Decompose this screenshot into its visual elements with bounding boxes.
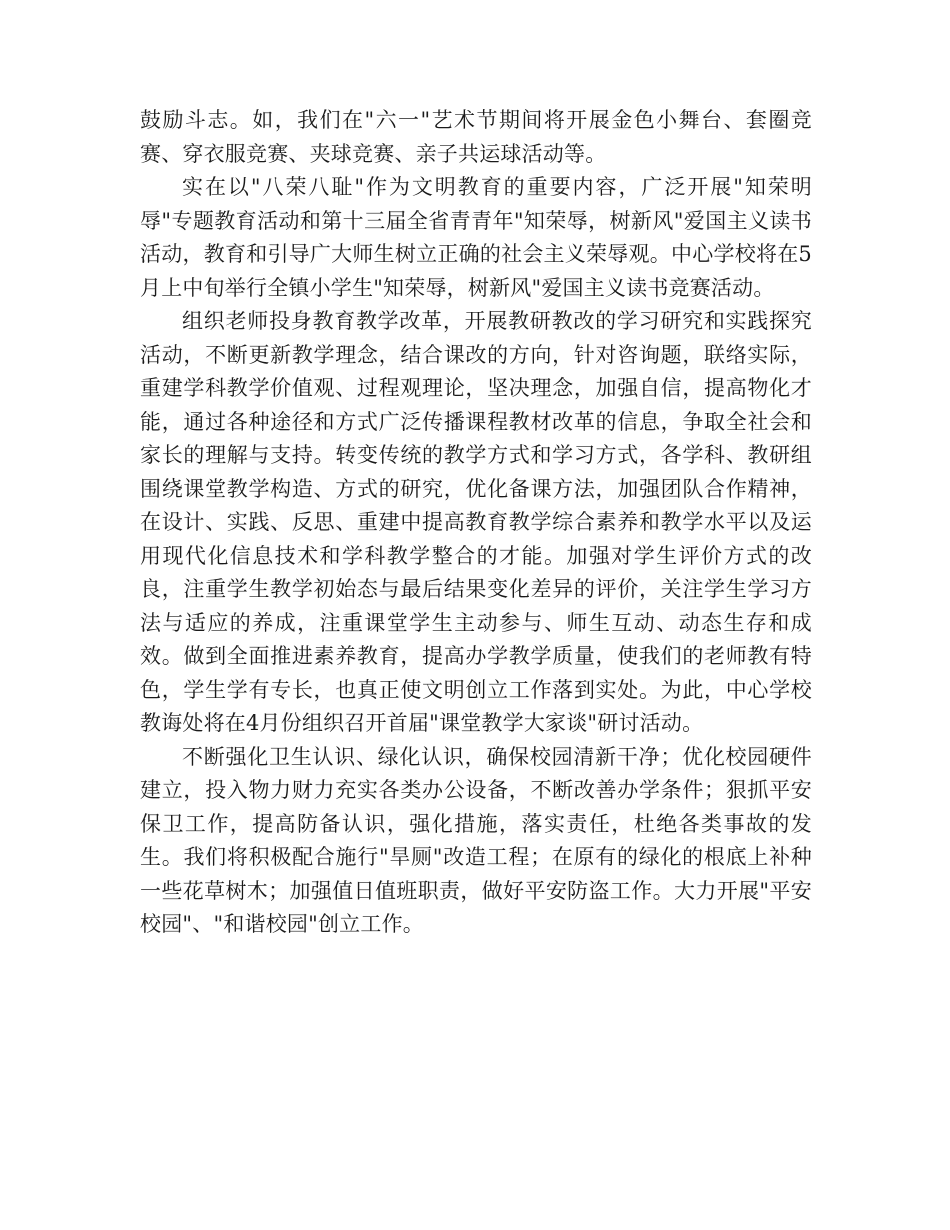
paragraph-1: 鼓励斗志。如，我们在"六一"艺术节期间将开展金色小舞台、套圈竞赛、穿衣服竞赛、夹球竞赛、亲子共运球活动等。 <box>140 108 812 166</box>
document-body <box>140 104 812 942</box>
paragraph-3: 组织老师投身教育教学改革，开展教研教改的学习研究和实践探究活动，不断更新教学理念，结合课改的方向，针对咨询题，联络实际，重建学科教学价值观、过程观理论，坚决理念，加强自信，提高物化才能，通过各种途径和方式广泛传播课程教材改革的信息，争取全社会和家长的理解与支持。转变传统的教学方式和学习方式，各学科、教研组围绕课堂教学构造、方式的研究，优化备课方法，加强团队合作精神，在设计、实践、反思、重建中提高教育教学综合素养和教学水平以及运用现代化信息技术和学科教学整合的才能。加强对学生评价方式的改良，注重学生教学初始态与最后结果变化差异的评价，关注学生学习方法与适应的养成，注重课堂学生主动参与、师生互动、动态生存和成效。做到全面推进素养教育，提高办学教学质量，使我们的老师教有特色，学生学有专长，也真正使文明创立工作落到实处。为此，中心学校教诲处将在4月份组织召开首届"课堂教学大家谈"研讨活动。 <box>140 309 812 735</box>
paragraph-2: 实在以"八荣八耻"作为文明教育的重要内容，广泛开展"知荣明辱"专题教育活动和第十三届全省青青年"知荣辱，树新风"爱国主义读书活动，教育和引导广大师生树立正确的社会主义荣辱观。中心学校将在5月上中旬举行全镇小学生"知荣辱，树新风"爱国主义读书竞赛活动。 <box>140 175 812 300</box>
paragraph-4: 不断强化卫生认识、绿化认识，确保校园清新干净；优化校园硬件建立，投入物力财力充实各类办公设备，不断改善办学条件；狠抓平安保卫工作，提高防备认识，强化措施，落实责任，杜绝各类事故的发生。我们将积极配合施行"旱厕"改造工程；在原有的绿化的根底上补种一些花草树木；加强值日值班职责，做好平安防盗工作。大力开展"平安校园"、"和谐校园"创立工作。 <box>140 744 812 936</box>
